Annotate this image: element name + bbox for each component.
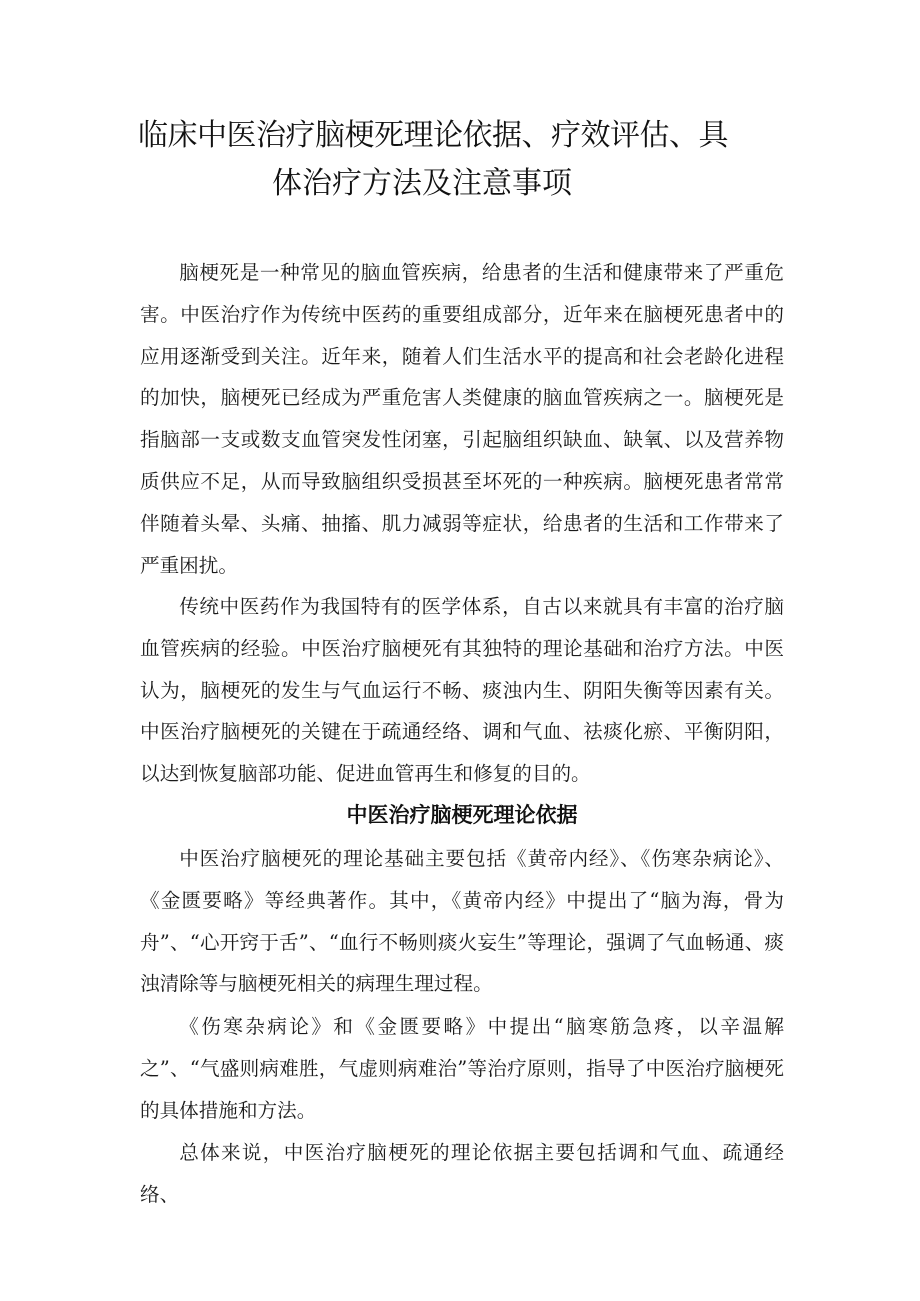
section-paragraph-2: 《伤寒杂病论》和《金匮要略》中提出“脑寒筋急疼，以辛温解之”、“气盛则病难胜，气虚则病难治”等治疗原则，指导了中医治疗脑梗死的具体措施和方法。: [140, 1015, 784, 1122]
section-heading: 中医治疗脑梗死理论依据: [346, 803, 578, 827]
intro-paragraph-2: 传统中医药作为我国特有的医学体系，自古以来就具有丰富的治疗脑血管疾病的经验。中医治疗脑梗死有其独特的理论基础和治疗方法。中医认为，脑梗死的发生与气血运行不畅、痰浊内生、阴阳失衡等因素有关。中医治疗脑梗死的关键在于疏通经络、调和气血、祛痰化瘀、平衡阴阳，以达到恢复脑部功能、促进血管再生和修复的目的。: [140, 595, 784, 786]
intro-paragraph-1: 脑梗死是一种常见的脑血管疾病，给患者的生活和健康带来了严重危害。中医治疗作为传统中医药的重要组成部分，近年来在脑梗死患者中的应用逐渐受到关注。近年来，随着人们生活水平的提高和社会老龄化进程的加快，脑梗死已经成为严重危害人类健康的脑血管疾病之一。脑梗死是指脑部一支或数支血管突发性闭塞，引起脑组织缺血、缺氧、以及营养物质供应不足，从而导致脑组织受损甚至坏死的一种疾病。脑梗死患者常常伴随着头晕、头痛、抽搐、肌力减弱等症状，给患者的生活和工作带来了严重困扰。: [140, 261, 784, 577]
document-title-line-1: 临床中医治疗脑梗死理论依据、疗效评估、具: [138, 118, 728, 153]
document-title: [138, 112, 778, 208]
section-paragraph-3: 总体来说，中医治疗脑梗死的理论依据主要包括调和气血、疏通经络、: [140, 1141, 784, 1206]
section-paragraph-1: 中医治疗脑梗死的理论基础主要包括《黄帝内经》、《伤寒杂病论》、《金匮要略》等经典著作。其中，《黄帝内经》中提出了“脑为海，骨为舟”、“心开窍于舌”、“血行不畅则痰火妄生”等理论，强调了气血畅通、痰浊清除等与脑梗死相关的病理生理过程。: [140, 847, 784, 996]
document-title-line-2: 体治疗方法及注意事项: [272, 166, 572, 201]
